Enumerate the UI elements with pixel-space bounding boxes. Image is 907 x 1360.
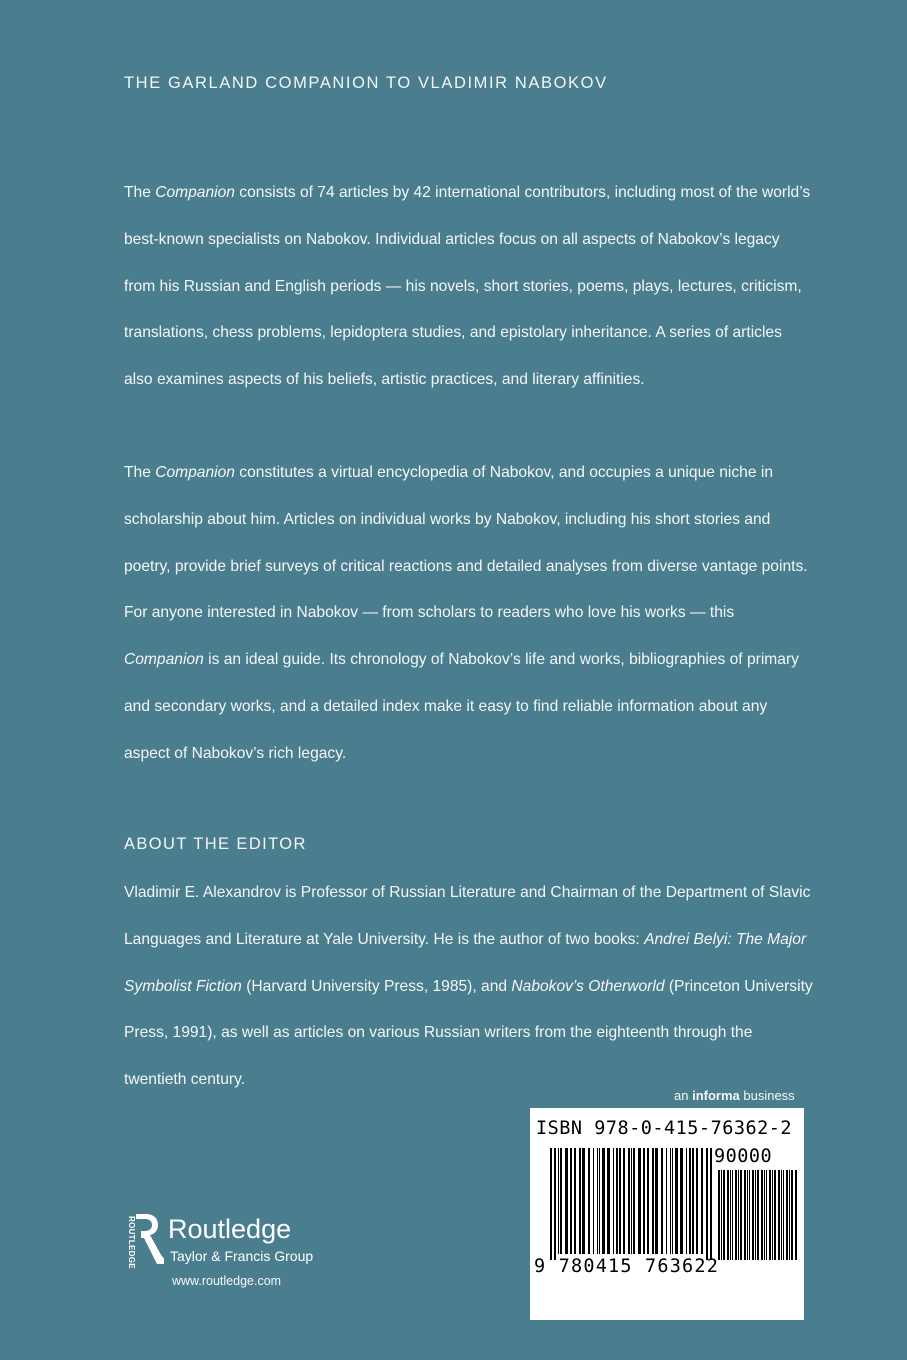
barcode-bar xyxy=(696,1148,698,1254)
barcode-bar xyxy=(597,1148,598,1254)
p1-text-c: consists of 74 articles by 42 international contributors, including most of the world’s best-known specialists on Nabokov. Individual articles focus on all aspects of Nabokov’s legacy from his Russian and English periods — his novels, short stories, poems, plays, lectures, criticism, translations, chess problems, lepidoptera studies, and epistolary inheritance. A series of articles also examines aspects of his beliefs, artistic practices, and literary affinities. xyxy=(124,184,811,389)
barcode-bar xyxy=(672,1148,673,1254)
barcode-addon-bar xyxy=(740,1170,742,1260)
barcode-addon-bar xyxy=(781,1170,782,1260)
barcode-addon-bar xyxy=(778,1170,780,1260)
editor-bio-paragraph xyxy=(124,870,814,1104)
barcode-bar xyxy=(628,1148,630,1254)
barcode-bar xyxy=(692,1148,694,1254)
barcode-addon-bar xyxy=(774,1170,776,1260)
p2-text-c: constitutes a virtual encyclopedia of Nabokov, and occupies a unique niche in scholarship about him. Articles on individual works by Nabokov, including his short stories and poetry, provide brief surveys of critical reactions and detailed analyses from diverse vantage points. For anyone interested in Nabokov — from scholars to readers who love his works — this xyxy=(124,464,808,622)
barcode-bar xyxy=(670,1148,671,1254)
barcode-addon-bar xyxy=(738,1170,739,1260)
book-series-title: THE GARLAND COMPANION TO VLADIMIR NABOKOV xyxy=(124,74,608,92)
bio-text-c: (Harvard University Press, 1985), and xyxy=(241,977,512,995)
bio-text-e: (Princeton University Press, 1991), as well as articles on various Russian writers from the eighteenth through the twentieth century. xyxy=(124,977,813,1089)
routledge-logo-icon xyxy=(120,1210,164,1272)
about-editor-heading: ABOUT THE EDITOR xyxy=(124,835,307,853)
barcode-guard-bar xyxy=(550,1148,552,1260)
barcode-addon-bar xyxy=(735,1170,737,1260)
barcode-guard-bar xyxy=(706,1148,708,1260)
bio-book-title-2: Nabokov’s Otherworld xyxy=(511,977,665,995)
barcode-bar xyxy=(593,1148,594,1254)
barcode-addon-bar xyxy=(747,1170,748,1260)
barcode-bar xyxy=(613,1148,614,1254)
barcode-bar xyxy=(570,1148,572,1254)
publisher-name: Routledge xyxy=(168,1214,292,1244)
barcode-addon-bar xyxy=(772,1170,773,1260)
barcode-addon-bar xyxy=(789,1170,790,1260)
bio-text-a: Vladimir E. Alexandrov is Professor of Russian Literature and Chairman of the Department of Slavic Languages and Literature at Yale University. He is the author of two books: xyxy=(124,884,811,948)
p2-italic-companion-2: Companion xyxy=(124,651,204,669)
barcode-bar xyxy=(652,1148,654,1254)
barcode-addon-bar xyxy=(755,1170,756,1260)
barcode-bar xyxy=(607,1148,610,1254)
p2-text-e: is an ideal guide. Its chronology of Nabokov’s life and works, bibliographies of primary and secondary works, and a detailed index make it easy to find reliable information about any aspect of Nabokov’s rich legacy. xyxy=(124,651,799,762)
isbn-number: ISBN 978-0-415-76362-2 xyxy=(536,1118,793,1139)
barcode-bar xyxy=(647,1148,649,1254)
barcode-addon-bar xyxy=(749,1170,750,1260)
barcode-addon-bar xyxy=(727,1170,729,1260)
barcode-addon-bar xyxy=(730,1170,731,1260)
barcode-addon-bar xyxy=(769,1170,771,1260)
barcode-addon-bar xyxy=(757,1170,759,1260)
isbn-barcode-box xyxy=(530,1108,804,1320)
barcode-bar xyxy=(623,1148,625,1254)
informa-post: business xyxy=(739,1088,795,1103)
p1-text-a: The xyxy=(124,184,156,201)
barcode-bar xyxy=(689,1148,691,1254)
barcode-addon-bar xyxy=(783,1170,784,1260)
barcode-bar xyxy=(633,1148,635,1254)
barcode-bar xyxy=(666,1148,667,1254)
barcode-bar xyxy=(588,1148,590,1254)
p1-italic-companion: Companion xyxy=(155,184,235,201)
barcode-addon-bar xyxy=(766,1170,767,1260)
barcode-bar xyxy=(599,1148,600,1254)
description-paragraph-2 xyxy=(124,450,814,778)
barcode-bar xyxy=(675,1148,678,1254)
informa-pre: an xyxy=(674,1088,693,1103)
barcode-bar xyxy=(686,1148,687,1254)
barcode-addon-bar xyxy=(786,1170,788,1260)
p2-text-a: The xyxy=(124,464,156,481)
barcode-bar xyxy=(701,1148,703,1254)
barcode-addon-bar xyxy=(795,1170,797,1260)
barcode-bar xyxy=(565,1148,568,1254)
barcode-addon-bar xyxy=(752,1170,754,1260)
barcode-addon-bar xyxy=(791,1170,793,1260)
barcode-bar xyxy=(616,1148,618,1254)
barcode-bar xyxy=(560,1148,562,1254)
barcode-bar xyxy=(574,1148,576,1254)
description-paragraph-1 xyxy=(124,170,814,404)
publisher-url[interactable]: www.routledge.com xyxy=(172,1274,282,1288)
barcode-bar xyxy=(631,1148,632,1254)
barcode-addon-bar xyxy=(732,1170,733,1260)
barcode-addon-bar xyxy=(761,1170,763,1260)
barcode-guard-bar xyxy=(554,1148,556,1260)
ean-digits: 9 780415 763622 xyxy=(534,1256,720,1277)
barcode-bar xyxy=(579,1148,581,1254)
barcode-addon-bar xyxy=(764,1170,765,1260)
barcode-bars-icon xyxy=(530,1108,804,1320)
informa-tagline xyxy=(674,1088,795,1103)
barcode-addon-bar xyxy=(723,1170,725,1260)
barcode-bar xyxy=(643,1148,645,1254)
informa-bold: informa xyxy=(692,1088,740,1103)
barcode-addon-bar xyxy=(744,1170,746,1260)
barcode-bar xyxy=(619,1148,621,1254)
barcode-bar xyxy=(638,1148,641,1254)
barcode-addon-bar xyxy=(718,1170,720,1260)
barcode-bar xyxy=(558,1148,559,1254)
barcode-bar xyxy=(655,1148,658,1254)
routledge-logo-text: ROUTLEDGE xyxy=(127,1216,136,1269)
barcode-addon-bar xyxy=(721,1170,722,1260)
barcode-bar xyxy=(582,1148,585,1254)
bio-book-title-1: Andrei Belyi: The Major Symbolist Fiction xyxy=(124,930,807,995)
barcode-guard-bar xyxy=(710,1148,712,1260)
barcode-bar xyxy=(602,1148,605,1254)
price-code: 90000 xyxy=(714,1146,773,1167)
barcode-bar xyxy=(680,1148,683,1254)
p2-italic-companion: Companion xyxy=(155,464,235,481)
publisher-group: Taylor & Francis Group xyxy=(170,1248,314,1264)
barcode-bar xyxy=(661,1148,663,1254)
